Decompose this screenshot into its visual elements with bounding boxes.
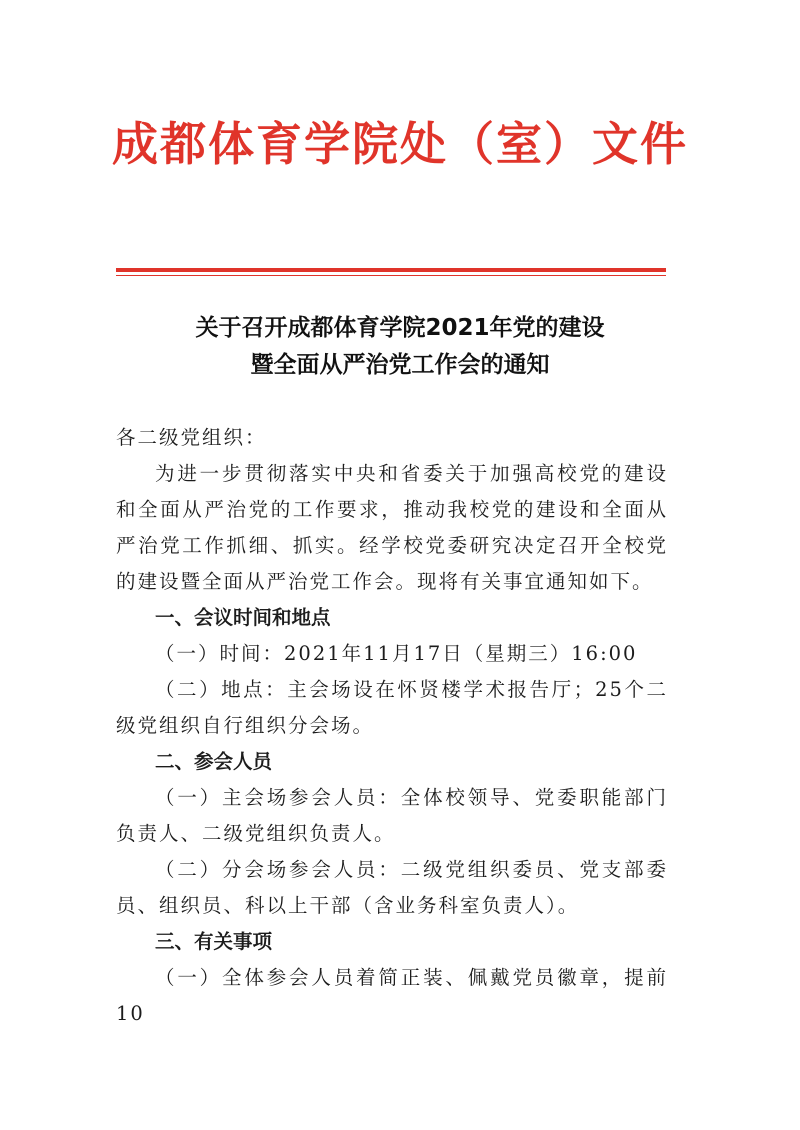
document-body [116,420,668,1032]
notice-title-line-2: 暨全面从严治党工作会的通知 [250,352,550,378]
header-rule-thin [116,275,666,276]
section-1-item-1: （一）时间：2021年11月17日（星期三）16:00 [155,642,638,665]
salutation: 各二级党组织： [116,426,267,449]
section-2-item-1: （一）主会场参会人员：全体校领导、党委职能部门负责人、二级党组织负责人。 [116,786,668,845]
section-1-item-2: （二）地点：主会场设在怀贤楼学术报告厅；25个二级党组织自行组织分会场。 [116,678,668,737]
intro-paragraph: 为进一步贯彻落实中央和省委关于加强高校党的建设和全面从严治党的工作要求，推动我校党的建设和全面从严治党工作抓细、抓实。经学校党委研究决定召开全校党的建设暨全面从严治党工作会。现将有关事宜通知如下。 [116,462,668,593]
section-heading-2: 二、参会人员 [155,750,273,773]
section-2-item-2: （二）分会场参会人员：二级党组织委员、党支部委员、组织员、科以上干部（含业务科室负责人）。 [116,858,668,917]
section-3-item-1: （一）全体参会人员着简正装、佩戴党员徽章，提前10 [116,966,668,1025]
section-heading-1: 一、会议时间和地点 [155,606,331,629]
notice-title-line-1: 关于召开成都体育学院2021年党的建设 [195,315,605,341]
document-header: 成都体育学院处（室）文件 [112,117,688,171]
section-heading-3: 三、有关事项 [155,930,273,953]
header-rule-thick [116,268,666,272]
